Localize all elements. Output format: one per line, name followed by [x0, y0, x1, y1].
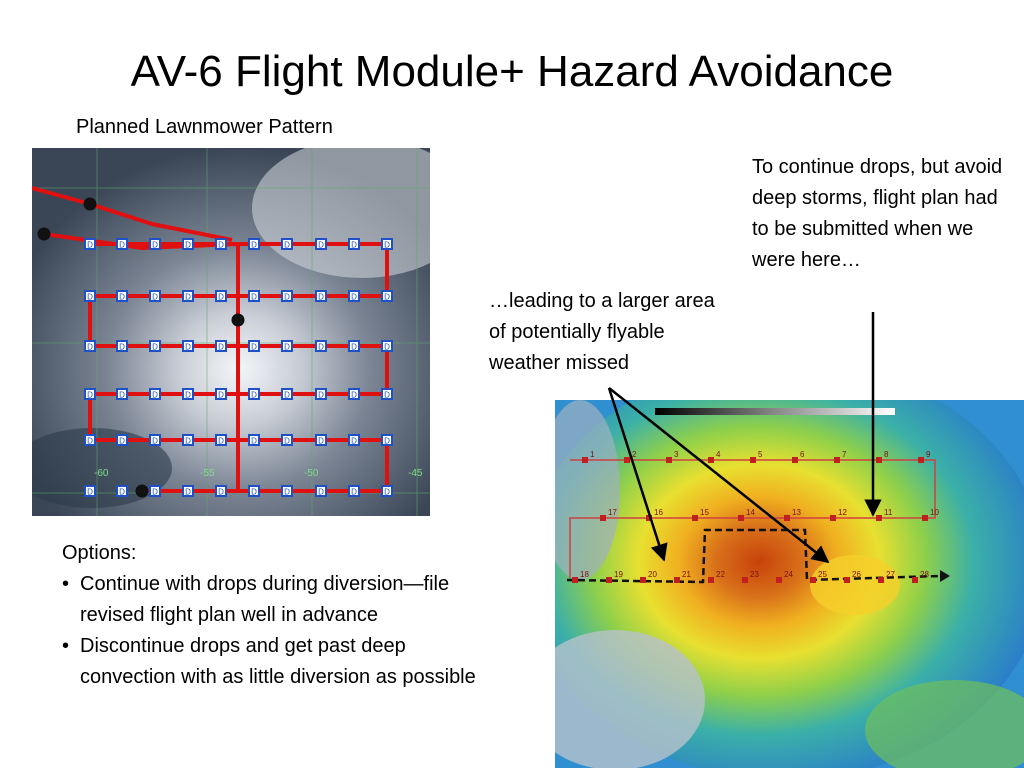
dropsonde-marker-label: D	[351, 390, 357, 400]
dropsonde-marker-label: D	[185, 487, 191, 497]
dropsonde-marker-label: D	[218, 292, 224, 302]
dropsonde-marker-label: D	[284, 436, 290, 446]
radar-waypoint-label: 10	[930, 508, 939, 517]
dropsonde-marker-label: D	[351, 436, 357, 446]
radar-waypoint-label: 21	[682, 570, 691, 579]
radar-waypoint-label: 18	[580, 570, 589, 579]
dropsonde-marker-label: D	[87, 487, 93, 497]
radar-waypoint-label: 25	[818, 570, 827, 579]
dropsonde-marker-label: D	[284, 240, 290, 250]
dropsonde-marker-label: D	[218, 436, 224, 446]
lon-label: -50	[304, 468, 319, 479]
lawnmower-caption: Planned Lawnmower Pattern	[76, 116, 333, 138]
radar-waypoint-label: 20	[648, 570, 657, 579]
lon-label: -45	[408, 468, 423, 479]
dropsonde-marker-label: D	[87, 240, 93, 250]
dropsonde-marker-label: D	[218, 240, 224, 250]
note-missed-weather: …leading to a larger area of potentially flyable weather missed	[489, 290, 715, 374]
dropsonde-marker-label: D	[119, 487, 125, 497]
dropsonde-marker-label: D	[152, 240, 158, 250]
radar-waypoint-label: 16	[654, 508, 663, 517]
dropsonde-marker-label: D	[218, 390, 224, 400]
dropsonde-marker-label: D	[185, 342, 191, 352]
dropsonde-marker-label: D	[351, 487, 357, 497]
radar-waypoint-label: 27	[886, 570, 895, 579]
bullet-icon: •	[62, 635, 70, 657]
dropsonde-marker-label: D	[384, 390, 390, 400]
dropsonde-marker-label: D	[119, 292, 125, 302]
options-list	[62, 538, 502, 693]
dropsonde-marker-label: D	[284, 487, 290, 497]
dropsonde-marker-label: D	[384, 292, 390, 302]
dropsonde-marker-label: D	[318, 487, 324, 497]
dropsonde-marker-label: D	[87, 342, 93, 352]
options-heading: Options:	[62, 542, 137, 564]
dropsonde-marker-label: D	[185, 436, 191, 446]
dropsonde-marker-label: D	[152, 390, 158, 400]
dropsonde-marker-label: D	[384, 487, 390, 497]
dropsonde-marker-label: D	[318, 292, 324, 302]
dropsonde-marker-label: D	[251, 240, 257, 250]
dropsonde-marker-label: D	[119, 342, 125, 352]
dropsonde-marker-label: D	[318, 436, 324, 446]
dropsonde-marker-label: D	[284, 390, 290, 400]
bullet-icon: •	[62, 573, 70, 595]
radar-waypoint-label: 14	[746, 508, 755, 517]
dropsonde-marker-label: D	[152, 436, 158, 446]
radar-waypoint-label: 5	[758, 450, 763, 459]
dropsonde-marker-label: D	[384, 240, 390, 250]
arrow-to-missed-area-1	[609, 388, 664, 560]
dropsonde-marker-label: D	[284, 292, 290, 302]
radar-waypoint-label: 15	[700, 508, 709, 517]
dropsonde-marker-label: D	[87, 436, 93, 446]
dropsonde-marker-label: D	[152, 342, 158, 352]
dropsonde-marker-label: D	[119, 436, 125, 446]
dropsonde-marker-label: D	[318, 390, 324, 400]
note-flight-plan-timing: To continue drops, but avoid deep storms, flight plan had to be submitted when we were here…	[752, 156, 1003, 271]
option-text: Discontinue drops and get past deep convection with as little diversion as possible	[80, 635, 476, 688]
radar-waypoint-label: 19	[614, 570, 623, 579]
dropsonde-marker-label: D	[384, 436, 390, 446]
radar-waypoint-label: 13	[792, 508, 801, 517]
dropsonde-marker-label: D	[87, 292, 93, 302]
lon-label: -60	[94, 468, 109, 479]
radar-waypoint-label: 24	[784, 570, 793, 579]
dropsonde-marker-label: D	[185, 240, 191, 250]
radar-waypoint-label: 17	[608, 508, 617, 517]
radar-waypoint-label: 3	[674, 450, 679, 459]
lon-label: -55	[200, 468, 215, 479]
option-item	[62, 631, 502, 693]
dropsonde-marker-label: D	[185, 390, 191, 400]
dropsonde-marker-label: D	[152, 487, 158, 497]
dropsonde-marker-label: D	[185, 292, 191, 302]
radar-waypoint-label: 22	[716, 570, 725, 579]
dropsonde-marker-label: D	[251, 390, 257, 400]
dropsonde-marker-label: D	[119, 390, 125, 400]
dropsonde-marker-label: D	[351, 292, 357, 302]
dropsonde-marker-label: D	[152, 292, 158, 302]
dropsonde-marker-label: D	[218, 487, 224, 497]
arrow-to-missed-area-2	[609, 388, 828, 562]
dropsonde-marker-label: D	[318, 342, 324, 352]
dropsonde-marker-label: D	[284, 342, 290, 352]
dropsonde-marker-label: D	[251, 436, 257, 446]
radar-waypoint-label: 12	[838, 508, 847, 517]
dropsonde-marker-label: D	[87, 390, 93, 400]
dropsonde-marker-label: D	[218, 342, 224, 352]
radar-waypoint-label: 9	[926, 450, 931, 459]
option-text: Continue with drops during diversion—file revised flight plan well in advance	[80, 573, 450, 626]
radar-waypoint-label: 7	[842, 450, 847, 459]
radar-waypoint-label: 8	[884, 450, 889, 459]
radar-waypoint-label: 6	[800, 450, 805, 459]
radar-waypoint-label: 2	[632, 450, 637, 459]
dropsonde-marker-label: D	[251, 292, 257, 302]
radar-waypoint-label: 28	[920, 570, 929, 579]
dropsonde-marker-label: D	[384, 342, 390, 352]
dropsonde-marker-label: D	[251, 487, 257, 497]
radar-waypoint-label: 1	[590, 450, 595, 459]
slide-title: AV-6 Flight Module+ Hazard Avoidance	[130, 47, 894, 96]
radar-waypoint-label: 26	[852, 570, 861, 579]
dropsonde-marker-label: D	[119, 240, 125, 250]
dropsonde-marker-label: D	[318, 240, 324, 250]
radar-waypoint-label: 11	[884, 508, 893, 517]
radar-waypoint-label: 23	[750, 570, 759, 579]
dropsonde-marker-label: D	[351, 342, 357, 352]
option-item	[62, 569, 502, 631]
dropsonde-marker-label: D	[251, 342, 257, 352]
dropsonde-marker-label: D	[351, 240, 357, 250]
radar-waypoint-label: 4	[716, 450, 721, 459]
